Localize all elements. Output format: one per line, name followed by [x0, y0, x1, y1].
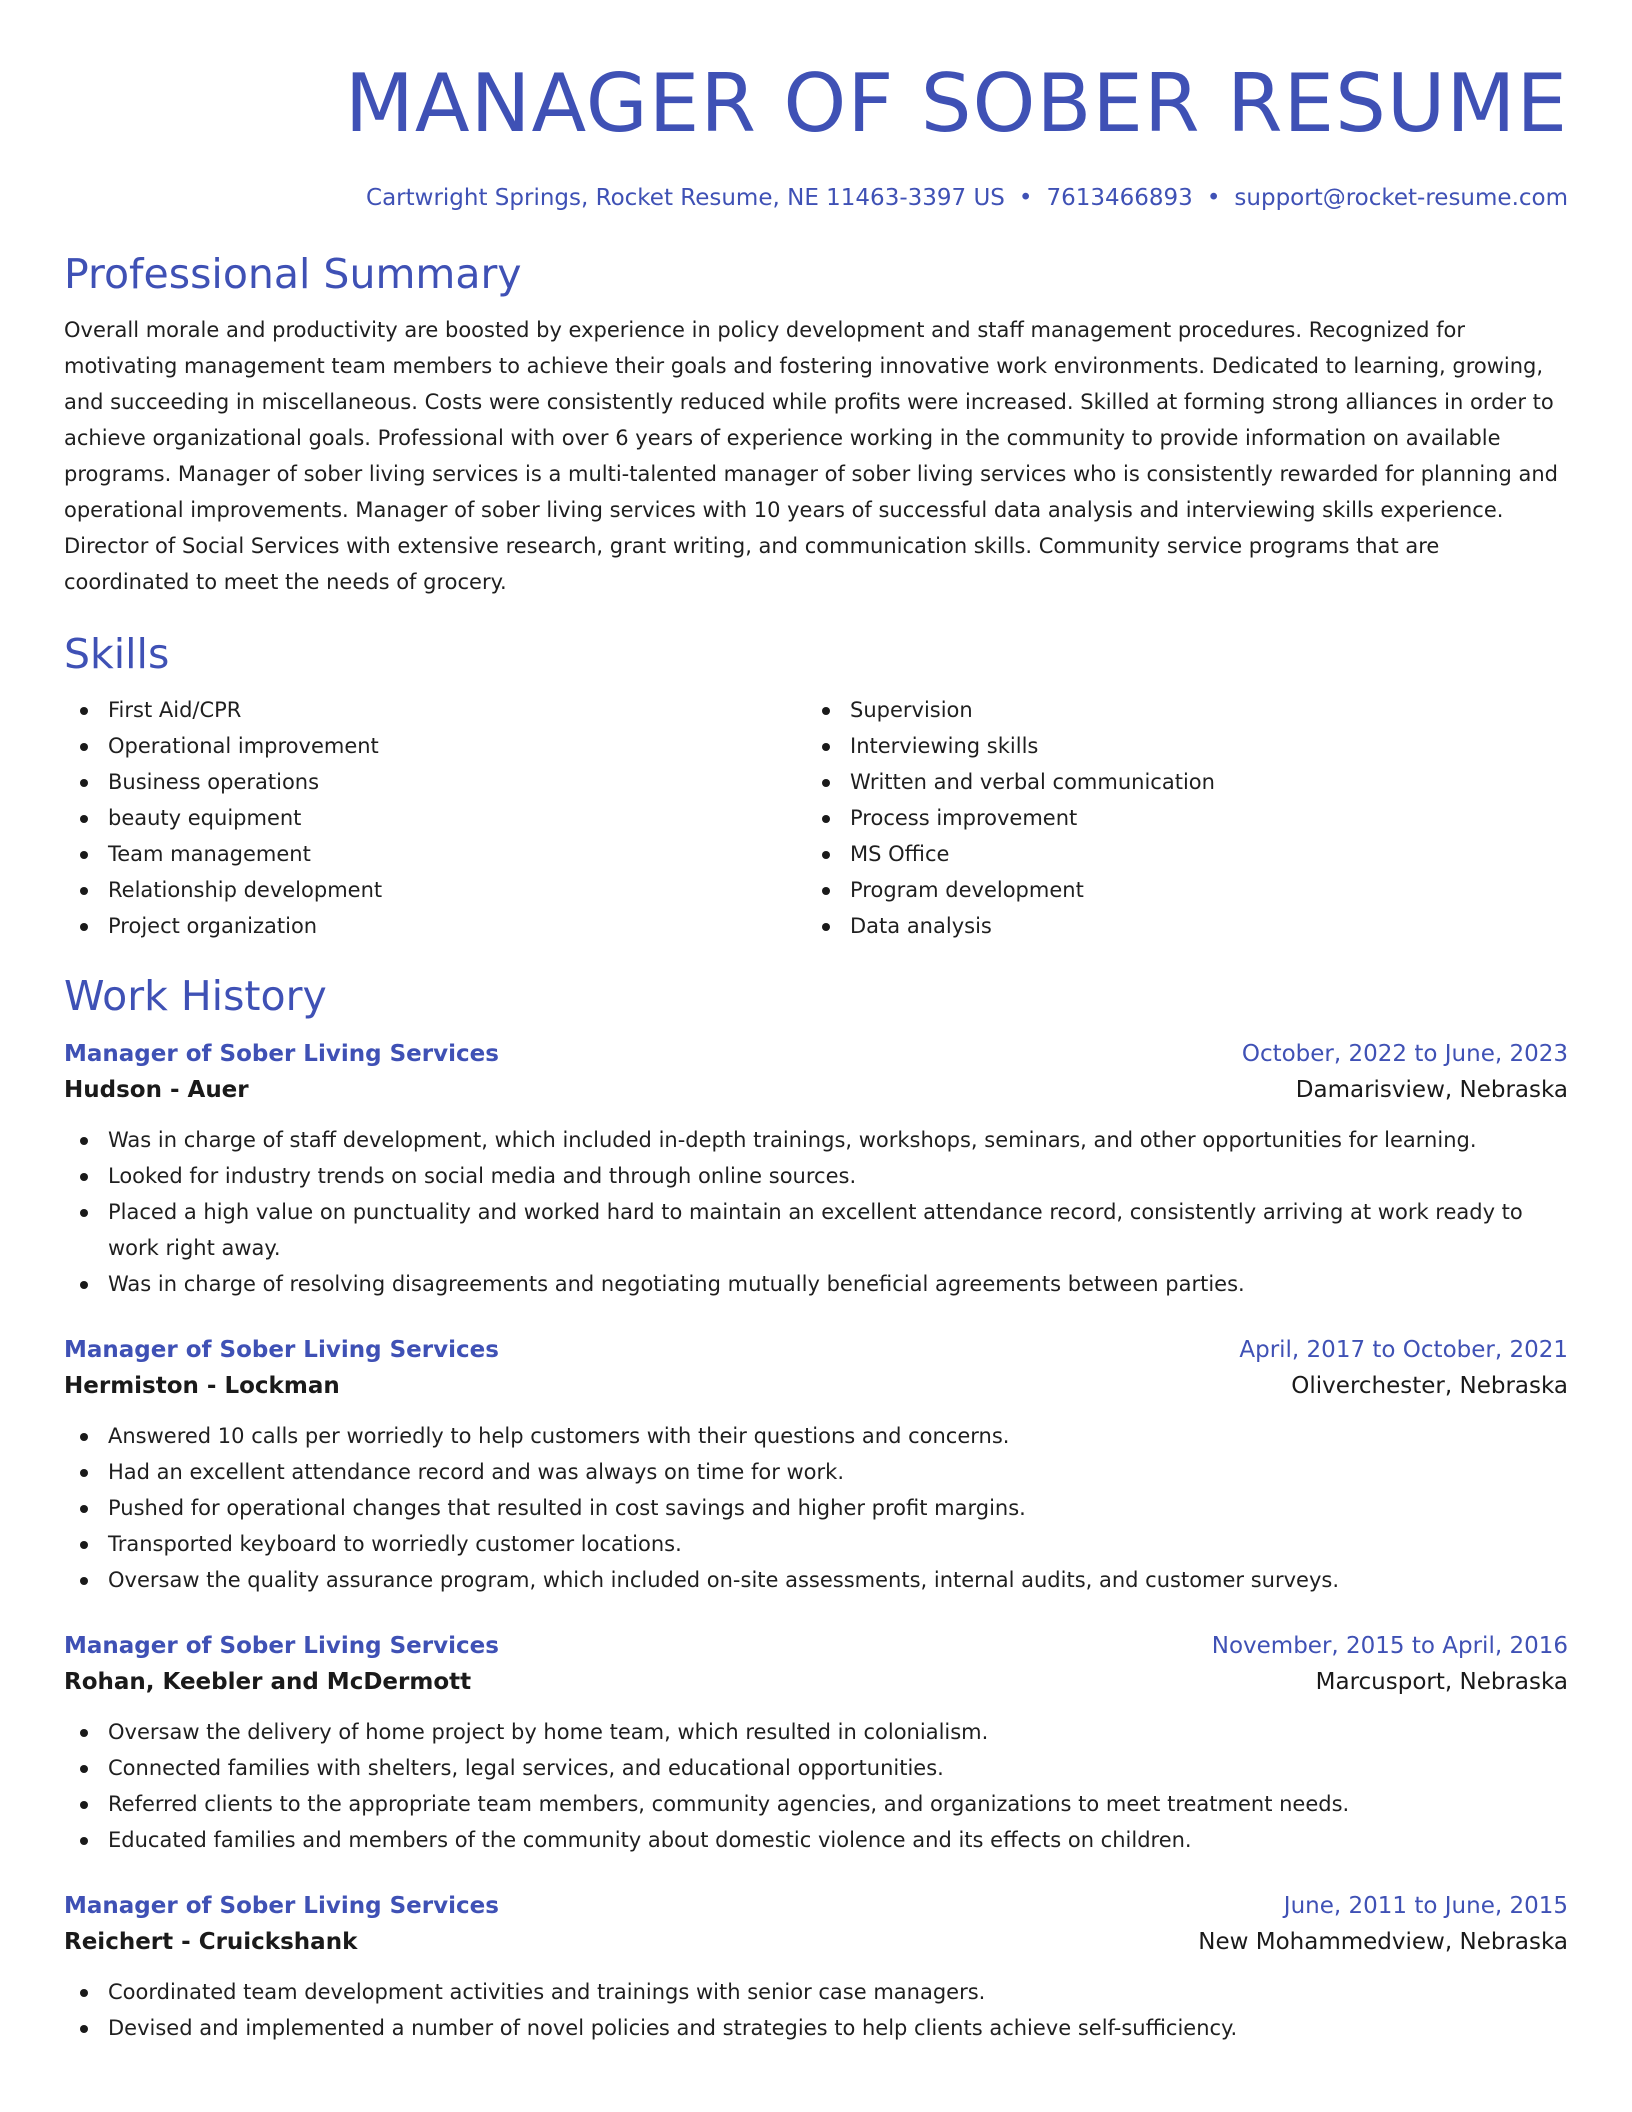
- skill-item: Program development: [806, 872, 1548, 908]
- job-entry: [64, 1036, 1568, 1302]
- skill-item: Project organization: [64, 908, 806, 944]
- summary-heading: Professional Summary: [64, 250, 522, 298]
- job-bullet: Was in charge of staff development, which included in-depth trainings, workshops, seminars, and other opportunities for learning.: [64, 1122, 1568, 1158]
- skills-heading: Skills: [64, 630, 170, 678]
- job-bullet: Looked for industry trends on social media and through online sources.: [64, 1158, 1568, 1194]
- contact-line: [64, 182, 1568, 214]
- job-entry: [64, 1628, 1568, 1858]
- skills-right-column: [806, 692, 1548, 944]
- job-bullet: Coordinated team development activities and trainings with senior case managers.: [64, 1974, 1568, 2010]
- skill-item: Team management: [64, 836, 806, 872]
- job-bullet: Answered 10 calls per worriedly to help customers with their questions and concerns.: [64, 1418, 1568, 1454]
- work-history-heading: Work History: [64, 972, 327, 1020]
- job-bullet: Oversaw the quality assurance program, which included on-site assessments, internal audits, and customer surveys.: [64, 1562, 1568, 1598]
- job-bullet: Referred clients to the appropriate team members, community agencies, and organizations to meet treatment needs.: [64, 1786, 1568, 1822]
- skill-item: First Aid/CPR: [64, 692, 806, 728]
- skill-item: Process improvement: [806, 800, 1548, 836]
- job-location: Oliverchester, Nebraska: [1291, 1373, 1568, 1399]
- job-bullets: [64, 1974, 1568, 2046]
- job-header-row: [64, 1332, 1568, 1368]
- job-bullet: Connected families with shelters, legal services, and educational opportunities.: [64, 1750, 1568, 1786]
- job-location: Marcusport, Nebraska: [1315, 1669, 1568, 1695]
- job-dates: November, 2015 to April, 2016: [1211, 1633, 1568, 1659]
- job-title: Manager of Sober Living Services: [64, 1893, 499, 1919]
- job-title: Manager of Sober Living Services: [64, 1041, 499, 1067]
- contact-address: Cartwright Springs, Rocket Resume, NE 11463-3397 US: [366, 185, 1005, 211]
- summary-section: [64, 248, 1568, 600]
- job-bullet: Was in charge of resolving disagreements and negotiating mutually beneficial agreements between parties.: [64, 1266, 1568, 1302]
- job-bullet: Oversaw the delivery of home project by home team, which resulted in colonialism.: [64, 1714, 1568, 1750]
- skill-item: Operational improvement: [64, 728, 806, 764]
- contact-email[interactable]: support@rocket-resume.com: [1234, 185, 1568, 211]
- contact-separator: •: [1206, 185, 1221, 211]
- job-location: New Mohammedview, Nebraska: [1198, 1929, 1568, 1955]
- job-header-row: [64, 1628, 1568, 1664]
- contact-separator: •: [1018, 185, 1033, 211]
- job-bullet: Had an excellent attendance record and was always on time for work.: [64, 1454, 1568, 1490]
- job-dates: June, 2011 to June, 2015: [1283, 1893, 1568, 1919]
- skills-columns: [64, 692, 1568, 944]
- job-bullet: Pushed for operational changes that resulted in cost savings and higher profit margins.: [64, 1490, 1568, 1526]
- job-bullets: [64, 1714, 1568, 1858]
- job-location: Damarisview, Nebraska: [1295, 1077, 1568, 1103]
- contact-phone: 7613466893: [1046, 185, 1193, 211]
- job-company-row: [64, 1368, 1568, 1404]
- job-bullet: Placed a high value on punctuality and worked hard to maintain an excellent attendance record, consistently arriving at work ready to work right away.: [64, 1194, 1568, 1266]
- job-bullet: Transported keyboard to worriedly customer locations.: [64, 1526, 1568, 1562]
- summary-text: Overall morale and productivity are boosted by experience in policy development and staff management procedures. Recognized for motivating management team members to achieve their goals and fostering innovative work environments. Dedicated to learning, growing, and succeeding in miscellaneous. Costs were consistently reduced while profits were increased. Skilled at forming strong alliances in order to achieve organizational goals. Professional with over 6 years of experience working in the community to provide information on available programs. Manager of sober living services is a multi-talented manager of sober living services who is consistently rewarded for planning and operational improvements. Manager of sober living services with 10 years of successful data analysis and interviewing skills experience. Director of Social Services with extensive research, grant writing, and communication skills. Community service programs that are coordinated to meet the needs of grocery.: [64, 318, 1559, 594]
- job-header-row: [64, 1036, 1568, 1072]
- job-title: Manager of Sober Living Services: [64, 1337, 499, 1363]
- resume-page: [64, 0, 1568, 2112]
- job-title: Manager of Sober Living Services: [64, 1633, 499, 1659]
- job-entry: [64, 1888, 1568, 2046]
- skill-item: Interviewing skills: [806, 728, 1548, 764]
- job-bullet: Educated families and members of the community about domestic violence and its effects on children.: [64, 1822, 1568, 1858]
- job-dates: October, 2022 to June, 2023: [1241, 1041, 1568, 1067]
- skills-section: [64, 628, 1568, 944]
- skill-item: Supervision: [806, 692, 1548, 728]
- job-company: Reichert - Cruickshank: [64, 1929, 358, 1955]
- job-dates: April, 2017 to October, 2021: [1239, 1337, 1568, 1363]
- job-company-row: [64, 1664, 1568, 1700]
- skill-item: MS Office: [806, 836, 1548, 872]
- job-company: Rohan, Keebler and McDermott: [64, 1669, 472, 1695]
- job-company-row: [64, 1924, 1568, 1960]
- skill-item: Relationship development: [64, 872, 806, 908]
- resume-name: MANAGER OF SOBER RESUME: [344, 57, 1568, 150]
- skills-left-column: [64, 692, 806, 944]
- skill-item: beauty equipment: [64, 800, 806, 836]
- work-history-section: [64, 970, 1568, 2046]
- skill-item: Business operations: [64, 764, 806, 800]
- job-company: Hudson - Auer: [64, 1077, 249, 1103]
- job-entry: [64, 1332, 1568, 1598]
- job-company: Hermiston - Lockman: [64, 1373, 340, 1399]
- job-company-row: [64, 1072, 1568, 1108]
- skill-item: Written and verbal communication: [806, 764, 1548, 800]
- job-header-row: [64, 1888, 1568, 1924]
- job-bullet: Devised and implemented a number of novel policies and strategies to help clients achieve self-sufficiency.: [64, 2010, 1568, 2046]
- job-bullets: [64, 1122, 1568, 1302]
- job-bullets: [64, 1418, 1568, 1598]
- skill-item: Data analysis: [806, 908, 1548, 944]
